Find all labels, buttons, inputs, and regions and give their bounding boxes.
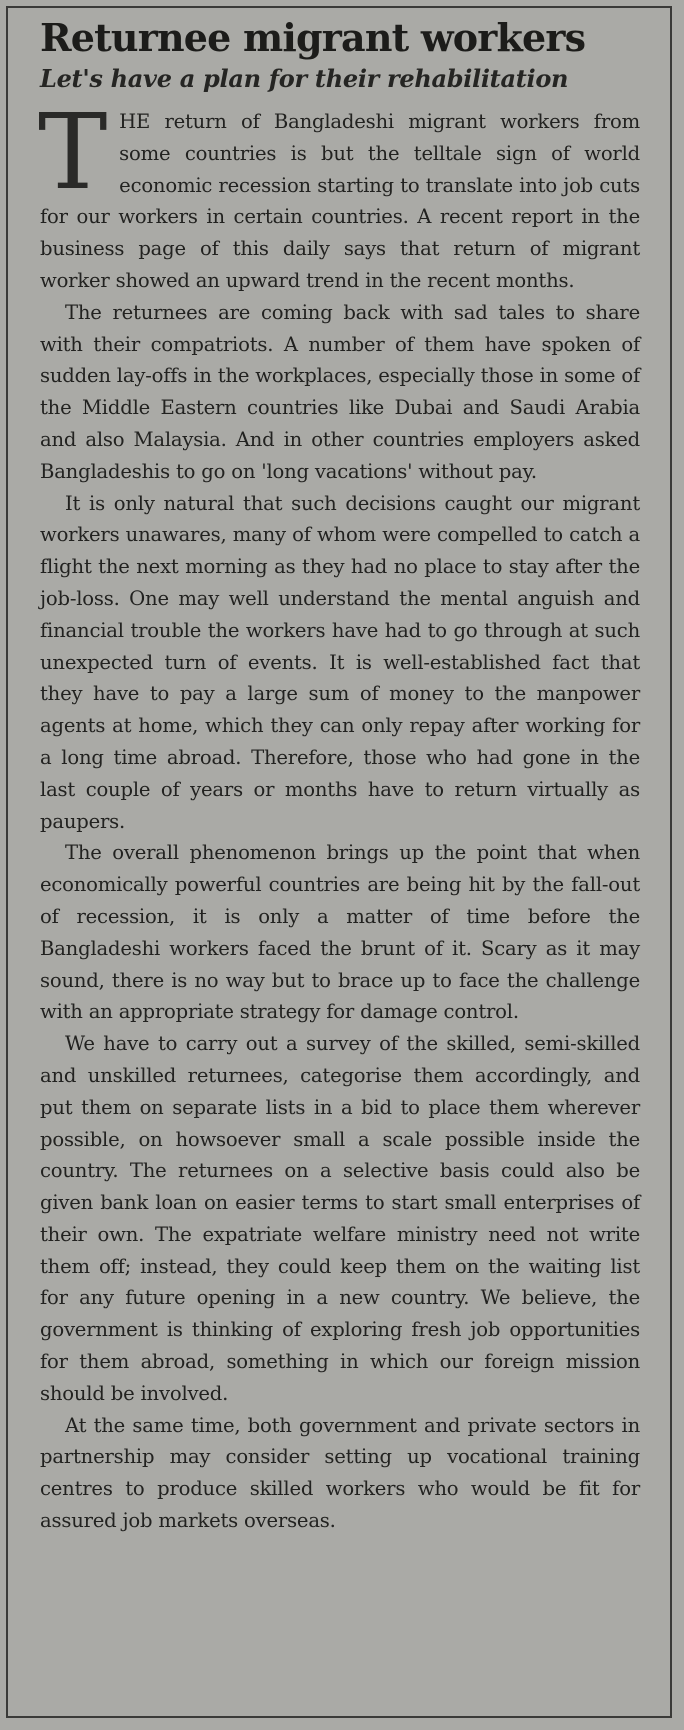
editorial-article — [40, 14, 640, 1537]
paragraph-4: The overall phenomenon brings up the point that when economically powerful countries are being hit by the fall-out of recession, it is only a matter of time before the Bangladeshi workers faced the brunt of it. Scary as it may sound, there is no way but to brace up to face the challenge with an appropriate strategy for damage control. — [40, 841, 640, 1024]
paragraph-5: We have to carry out a survey of the skilled, semi-skilled and unskilled returnees, categorise them accordingly, and put them on separate lists in a bid to place them wherever possible, on howsoever small a scale possible inside the country. The returnees on a selective basis could also be given bank loan on easier terms to start small enterprises of their own. The expatriate welfare ministry need not write them off; instead, they could keep them on the waiting list for any future opening in a new country. We believe, the government is thinking of exploring fresh job opportunities for them abroad, something in which our foreign mission should be involved. — [40, 1032, 640, 1405]
headline: Returnee migrant workers — [40, 15, 586, 60]
subheadline: Let's have a plan for their rehabilitation — [40, 64, 569, 93]
paragraph-2: The returnees are coming back with sad tales to share with their compatriots. A number of them have spoken of sudden lay-offs in the workplaces, especially those in some of the Middle Eastern countries like Dubai and Saudi Arabia and also Malaysia. And in other countries employers asked Bangladeshis to go on 'long vacations' without pay. — [40, 300, 640, 483]
paragraph-1 — [38, 91, 640, 297]
paragraph-3: It is only natural that such decisions caught our migrant workers unawares, many of whom were compelled to catch a flight the next morning as they had no place to stay after the job-loss. One may well understand the mental anguish and financial trouble the workers have had to go through at such unexpected turn of events. It is well-established fact that they have to pay a large sum of money to the manpower agents at home, which they can only repay after working for a long time abroad. Therefore, those who had gone in the last couple of years or months have to return virtually as paupers. — [40, 491, 640, 833]
paragraph-1-text: HE return of Bangladeshi migrant workers from some countries is but the telltale sign of world economic recession starting to translate into job cuts for our workers in certain countries. A recent report in the business page of this daily says that return of migrant worker showed an upward trend in the recent months. — [40, 110, 640, 292]
paragraph-6: At the same time, both government and private sectors in partnership may consider setting up vocational training centres to produce skilled workers who would be fit for assured job markets overseas. — [40, 1413, 640, 1533]
drop-cap: T — [38, 91, 108, 213]
article-body — [38, 91, 640, 1537]
